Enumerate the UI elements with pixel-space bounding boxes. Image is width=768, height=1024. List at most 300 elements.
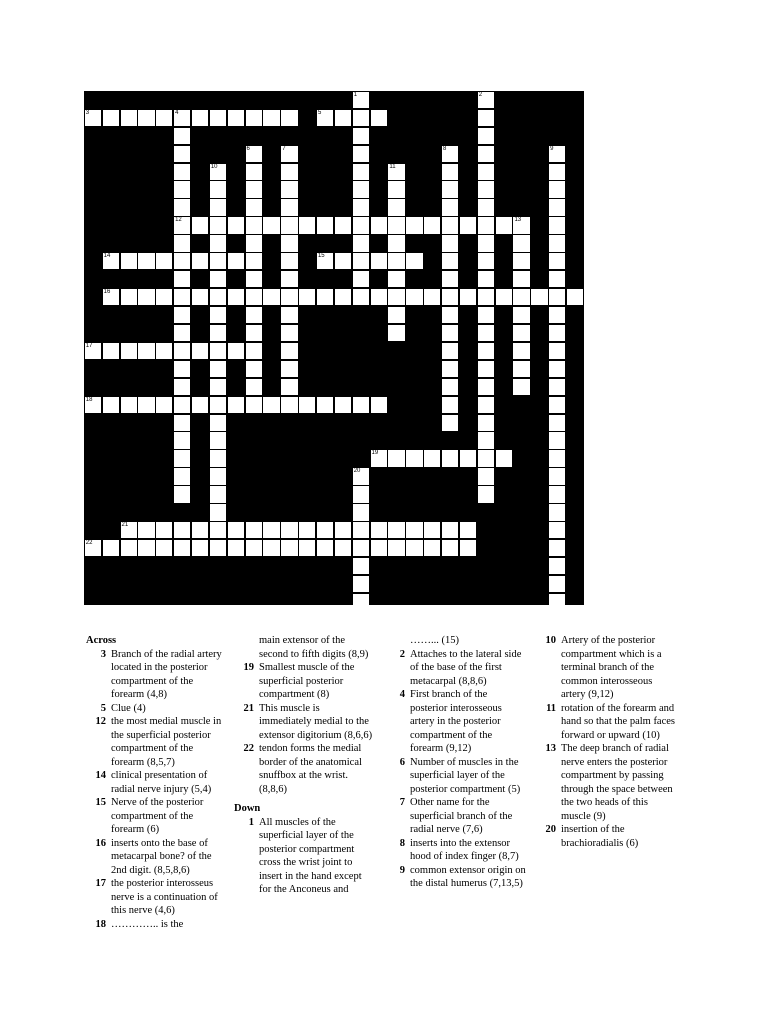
grid-cell[interactable] <box>388 164 404 180</box>
grid-cell[interactable] <box>549 504 565 520</box>
grid-cell[interactable] <box>406 450 422 466</box>
grid-cell[interactable] <box>246 217 262 233</box>
grid-cell[interactable] <box>156 343 172 359</box>
grid-cell[interactable] <box>513 325 529 341</box>
grid-cell[interactable] <box>513 379 529 395</box>
grid-cell[interactable] <box>228 217 244 233</box>
grid-cell[interactable] <box>460 217 476 233</box>
grid-cell[interactable] <box>335 522 351 538</box>
grid-cell[interactable] <box>478 128 494 144</box>
grid-cell[interactable] <box>156 289 172 305</box>
grid-cell[interactable] <box>353 522 369 538</box>
grid-cell[interactable] <box>246 397 262 413</box>
clue-number: 3 <box>100 648 106 660</box>
grid-cell[interactable] <box>478 432 494 448</box>
grid-cell[interactable] <box>317 522 333 538</box>
grid-cell[interactable] <box>210 522 226 538</box>
grid-cell[interactable] <box>371 522 387 538</box>
grid-cell[interactable] <box>371 397 387 413</box>
grid-cell[interactable] <box>281 110 297 126</box>
grid-cell[interactable] <box>335 289 351 305</box>
grid-cell[interactable] <box>210 199 226 215</box>
grid-cell[interactable] <box>460 540 476 556</box>
grid-cell[interactable] <box>442 289 458 305</box>
grid-cell[interactable] <box>442 540 458 556</box>
grid-cell[interactable] <box>442 217 458 233</box>
grid-cell[interactable] <box>442 253 458 269</box>
grid-cell[interactable] <box>549 164 565 180</box>
grid-cell[interactable] <box>85 397 101 413</box>
grid-cell[interactable] <box>210 325 226 341</box>
grid-cell[interactable] <box>121 540 137 556</box>
grid-cell[interactable] <box>353 594 369 610</box>
grid-cell[interactable] <box>174 271 190 287</box>
grid-cell[interactable] <box>228 540 244 556</box>
grid-cell[interactable] <box>281 289 297 305</box>
grid-cell[interactable] <box>478 450 494 466</box>
grid-cell[interactable] <box>424 522 440 538</box>
grid-cell[interactable] <box>549 576 565 592</box>
grid-cell[interactable] <box>353 271 369 287</box>
grid-cell[interactable] <box>513 307 529 323</box>
grid-cell[interactable] <box>192 289 208 305</box>
grid-cell[interactable] <box>210 110 226 126</box>
grid-cell[interactable] <box>549 199 565 215</box>
grid-cell[interactable] <box>246 253 262 269</box>
grid-cell[interactable] <box>228 110 244 126</box>
grid-cell[interactable] <box>353 540 369 556</box>
grid-cell[interactable] <box>85 110 101 126</box>
grid-cell[interactable] <box>388 253 404 269</box>
grid-cell[interactable] <box>299 397 315 413</box>
grid-cell[interactable] <box>478 468 494 484</box>
grid-cell[interactable] <box>442 343 458 359</box>
grid-cell[interactable] <box>317 540 333 556</box>
grid-cell[interactable] <box>246 271 262 287</box>
grid-cell[interactable] <box>156 397 172 413</box>
grid-cell[interactable] <box>210 432 226 448</box>
grid-cell[interactable] <box>192 540 208 556</box>
grid-cell[interactable] <box>174 397 190 413</box>
grid-cell[interactable] <box>513 361 529 377</box>
grid-cell[interactable] <box>174 415 190 431</box>
grid-cell[interactable] <box>478 379 494 395</box>
grid-cell[interactable] <box>371 540 387 556</box>
grid-cell[interactable] <box>478 199 494 215</box>
grid-cell[interactable] <box>442 325 458 341</box>
grid-cell[interactable] <box>442 361 458 377</box>
grid-cell[interactable] <box>85 540 101 556</box>
grid-cell[interactable] <box>210 164 226 180</box>
grid-cell[interactable] <box>513 343 529 359</box>
grid-cell[interactable] <box>371 110 387 126</box>
grid-cell[interactable] <box>317 289 333 305</box>
grid-cell[interactable] <box>174 522 190 538</box>
grid-cell[interactable] <box>246 181 262 197</box>
grid-cell[interactable] <box>478 92 494 108</box>
grid-cell[interactable] <box>388 235 404 251</box>
grid-cell[interactable] <box>281 397 297 413</box>
grid-cell[interactable] <box>246 343 262 359</box>
grid-cell[interactable] <box>263 289 279 305</box>
grid-cell[interactable] <box>174 253 190 269</box>
grid-cell[interactable] <box>406 217 422 233</box>
grid-cell[interactable] <box>478 235 494 251</box>
grid-cell[interactable] <box>549 594 565 610</box>
grid-cell[interactable] <box>353 164 369 180</box>
grid-cell[interactable] <box>246 522 262 538</box>
grid-cell[interactable] <box>549 253 565 269</box>
grid-cell[interactable] <box>353 128 369 144</box>
grid-cell[interactable] <box>460 450 476 466</box>
grid-cell[interactable] <box>192 343 208 359</box>
grid-cell[interactable] <box>121 397 137 413</box>
grid-cell[interactable] <box>299 289 315 305</box>
grid-cell[interactable] <box>210 415 226 431</box>
grid-cell[interactable] <box>138 522 154 538</box>
grid-cell[interactable] <box>478 361 494 377</box>
grid-cell[interactable] <box>174 468 190 484</box>
grid-cell[interactable] <box>174 217 190 233</box>
grid-cell[interactable] <box>210 307 226 323</box>
grid-cell[interactable] <box>353 504 369 520</box>
grid-cell[interactable] <box>460 522 476 538</box>
grid-cell[interactable] <box>174 199 190 215</box>
grid-cell[interactable] <box>210 379 226 395</box>
grid-cell[interactable] <box>424 540 440 556</box>
grid-cell[interactable] <box>210 181 226 197</box>
grid-cell[interactable] <box>478 181 494 197</box>
grid-cell[interactable] <box>263 522 279 538</box>
grid-cell[interactable] <box>228 397 244 413</box>
grid-cell[interactable] <box>281 253 297 269</box>
grid-cell[interactable] <box>281 217 297 233</box>
grid-cell[interactable] <box>210 397 226 413</box>
grid-cell[interactable] <box>174 181 190 197</box>
grid-cell[interactable] <box>281 235 297 251</box>
grid-cell[interactable] <box>388 289 404 305</box>
grid-cell[interactable] <box>513 253 529 269</box>
grid-cell[interactable] <box>442 415 458 431</box>
grid-cell[interactable] <box>228 253 244 269</box>
grid-cell[interactable] <box>281 522 297 538</box>
grid-cell[interactable] <box>496 450 512 466</box>
grid-cell[interactable] <box>496 217 512 233</box>
grid-cell[interactable] <box>121 522 137 538</box>
grid-cell[interactable] <box>478 486 494 502</box>
grid-cell[interactable] <box>228 343 244 359</box>
grid-cell[interactable] <box>371 253 387 269</box>
grid-cell[interactable] <box>103 110 119 126</box>
grid-cell[interactable] <box>138 110 154 126</box>
grid-cell[interactable] <box>353 253 369 269</box>
grid-cell[interactable] <box>513 289 529 305</box>
grid-cell[interactable] <box>442 397 458 413</box>
grid-cell[interactable] <box>192 522 208 538</box>
grid-cell[interactable] <box>549 325 565 341</box>
grid-cell[interactable] <box>371 289 387 305</box>
grid-cell[interactable] <box>192 397 208 413</box>
grid-cell[interactable] <box>549 235 565 251</box>
grid-cell[interactable] <box>388 199 404 215</box>
grid-cell[interactable] <box>317 397 333 413</box>
grid-cell[interactable] <box>478 271 494 287</box>
grid-cell[interactable] <box>424 450 440 466</box>
grid-cell[interactable] <box>478 307 494 323</box>
grid-cell[interactable] <box>353 146 369 162</box>
grid-cell[interactable] <box>156 110 172 126</box>
grid-cell[interactable] <box>281 540 297 556</box>
grid-cell[interactable] <box>138 397 154 413</box>
grid-cell[interactable] <box>371 450 387 466</box>
grid-cell[interactable] <box>174 486 190 502</box>
grid-cell[interactable] <box>299 522 315 538</box>
grid-cell[interactable] <box>335 253 351 269</box>
grid-cell[interactable] <box>174 110 190 126</box>
grid-cell[interactable] <box>406 253 422 269</box>
grid-cell[interactable] <box>549 468 565 484</box>
grid-cell[interactable] <box>442 235 458 251</box>
clue-number: 20 <box>545 824 556 835</box>
grid-cell[interactable] <box>317 217 333 233</box>
grid-cell[interactable] <box>138 289 154 305</box>
grid-cell[interactable] <box>263 397 279 413</box>
grid-cell[interactable] <box>478 253 494 269</box>
grid-cell[interactable] <box>210 253 226 269</box>
grid-cell[interactable] <box>317 110 333 126</box>
grid-cell[interactable] <box>442 307 458 323</box>
grid-cell[interactable] <box>549 450 565 466</box>
grid-cell[interactable] <box>478 397 494 413</box>
grid-cell[interactable] <box>246 164 262 180</box>
grid-cell[interactable] <box>281 271 297 287</box>
grid-cell[interactable] <box>388 271 404 287</box>
grid-cell[interactable] <box>263 540 279 556</box>
grid-cell[interactable] <box>513 271 529 287</box>
grid-cell[interactable] <box>424 289 440 305</box>
grid-cell[interactable] <box>246 110 262 126</box>
grid-cell[interactable] <box>478 110 494 126</box>
grid-cell[interactable] <box>228 289 244 305</box>
grid-cell[interactable] <box>549 486 565 502</box>
grid-cell[interactable] <box>174 540 190 556</box>
clue-number: 17 <box>95 878 106 889</box>
clue-item <box>385 837 527 864</box>
grid-cell[interactable] <box>121 289 137 305</box>
grid-cell[interactable] <box>531 289 547 305</box>
grid-cell[interactable] <box>85 343 101 359</box>
grid-cell[interactable] <box>281 307 297 323</box>
grid-cell[interactable] <box>174 432 190 448</box>
grid-cell[interactable] <box>156 253 172 269</box>
grid-cell[interactable] <box>406 289 422 305</box>
grid-cell[interactable] <box>353 110 369 126</box>
grid-cell[interactable] <box>388 522 404 538</box>
grid-cell[interactable] <box>246 361 262 377</box>
grid-cell[interactable] <box>174 343 190 359</box>
grid-cell[interactable] <box>549 558 565 574</box>
grid-cell[interactable] <box>442 199 458 215</box>
grid-cell[interactable] <box>353 235 369 251</box>
grid-cell[interactable] <box>174 379 190 395</box>
grid-cell[interactable] <box>335 540 351 556</box>
grid-cell[interactable] <box>210 486 226 502</box>
grid-cell[interactable] <box>246 540 262 556</box>
grid-cell[interactable] <box>192 217 208 233</box>
grid-cell[interactable] <box>406 540 422 556</box>
grid-cell[interactable] <box>299 540 315 556</box>
grid-cell[interactable] <box>424 217 440 233</box>
grid-cell[interactable] <box>353 397 369 413</box>
grid-cell[interactable] <box>496 289 512 305</box>
grid-cell[interactable] <box>549 217 565 233</box>
grid-cell[interactable] <box>442 181 458 197</box>
grid-cell[interactable] <box>174 450 190 466</box>
grid-cell[interactable] <box>210 450 226 466</box>
grid-cell[interactable] <box>263 110 279 126</box>
grid-cell[interactable] <box>549 415 565 431</box>
grid-cell[interactable] <box>353 289 369 305</box>
grid-cell[interactable] <box>406 522 422 538</box>
grid-cell[interactable] <box>281 361 297 377</box>
grid-cell[interactable] <box>246 146 262 162</box>
grid-cell[interactable] <box>442 271 458 287</box>
grid-cell[interactable] <box>210 468 226 484</box>
grid-cell[interactable] <box>478 164 494 180</box>
grid-cell[interactable] <box>513 217 529 233</box>
grid-cell[interactable] <box>103 343 119 359</box>
grid-cell[interactable] <box>335 110 351 126</box>
grid-cell[interactable] <box>478 289 494 305</box>
grid-cell[interactable] <box>210 343 226 359</box>
grid-cell[interactable] <box>174 361 190 377</box>
grid-cell[interactable] <box>353 199 369 215</box>
grid-cell[interactable] <box>549 540 565 556</box>
grid-cell[interactable] <box>174 128 190 144</box>
grid-cell[interactable] <box>103 253 119 269</box>
grid-cell[interactable] <box>210 235 226 251</box>
grid-cell[interactable] <box>335 217 351 233</box>
grid-cell[interactable] <box>549 432 565 448</box>
grid-cell[interactable] <box>281 164 297 180</box>
grid-cell[interactable] <box>174 307 190 323</box>
grid-cell[interactable] <box>478 217 494 233</box>
grid-cell[interactable] <box>210 504 226 520</box>
grid-cell[interactable] <box>567 289 583 305</box>
grid-cell[interactable] <box>103 397 119 413</box>
grid-cell[interactable] <box>353 486 369 502</box>
grid-cell[interactable] <box>478 415 494 431</box>
grid-cell[interactable] <box>388 540 404 556</box>
grid-cell[interactable] <box>103 540 119 556</box>
grid-cell[interactable] <box>549 271 565 287</box>
grid-cell[interactable] <box>174 289 190 305</box>
grid-cell[interactable] <box>174 325 190 341</box>
grid-cell[interactable] <box>281 199 297 215</box>
grid-cell[interactable] <box>121 253 137 269</box>
grid-cell[interactable] <box>478 325 494 341</box>
grid-cell[interactable] <box>317 253 333 269</box>
grid-cell[interactable] <box>353 576 369 592</box>
grid-cell[interactable] <box>138 253 154 269</box>
grid-cell[interactable] <box>246 235 262 251</box>
grid-cell[interactable] <box>138 343 154 359</box>
grid-cell[interactable] <box>174 164 190 180</box>
grid-cell[interactable] <box>174 235 190 251</box>
grid-cell[interactable] <box>121 343 137 359</box>
grid-cell[interactable] <box>549 397 565 413</box>
grid-cell[interactable] <box>228 522 244 538</box>
grid-cell[interactable] <box>156 522 172 538</box>
grid-cell[interactable] <box>210 289 226 305</box>
grid-cell[interactable] <box>281 379 297 395</box>
grid-cell[interactable] <box>513 235 529 251</box>
grid-cell[interactable] <box>246 199 262 215</box>
grid-cell[interactable] <box>549 146 565 162</box>
grid-cell[interactable] <box>478 343 494 359</box>
grid-cell[interactable] <box>353 558 369 574</box>
grid-cell[interactable] <box>281 343 297 359</box>
grid-cell[interactable] <box>353 92 369 108</box>
grid-cell[interactable] <box>103 289 119 305</box>
grid-cell[interactable] <box>210 271 226 287</box>
grid-cell[interactable] <box>246 379 262 395</box>
grid-cell[interactable] <box>138 540 154 556</box>
grid-cell[interactable] <box>210 540 226 556</box>
grid-cell[interactable] <box>192 110 208 126</box>
grid-cell[interactable] <box>442 450 458 466</box>
grid-cell[interactable] <box>460 289 476 305</box>
grid-cell[interactable] <box>442 379 458 395</box>
grid-cell[interactable] <box>281 146 297 162</box>
grid-cell[interactable] <box>246 289 262 305</box>
grid-cell[interactable] <box>371 217 387 233</box>
grid-cell[interactable] <box>388 307 404 323</box>
grid-cell[interactable] <box>549 379 565 395</box>
grid-cell[interactable] <box>549 289 565 305</box>
grid-cell[interactable] <box>192 253 208 269</box>
grid-cell[interactable] <box>210 361 226 377</box>
grid-cell[interactable] <box>353 217 369 233</box>
grid-cell[interactable] <box>281 325 297 341</box>
grid-cell[interactable] <box>335 397 351 413</box>
grid-cell[interactable] <box>281 181 297 197</box>
grid-cell[interactable] <box>353 468 369 484</box>
grid-cell[interactable] <box>442 522 458 538</box>
grid-cell[interactable] <box>478 146 494 162</box>
grid-cell[interactable] <box>246 307 262 323</box>
grid-cell[interactable] <box>442 164 458 180</box>
grid-cell[interactable] <box>549 522 565 538</box>
grid-cell[interactable] <box>263 217 279 233</box>
grid-cell[interactable] <box>388 181 404 197</box>
grid-cell[interactable] <box>121 110 137 126</box>
grid-cell[interactable] <box>174 146 190 162</box>
grid-cell[interactable] <box>549 361 565 377</box>
grid-cell[interactable] <box>388 217 404 233</box>
grid-cell[interactable] <box>299 217 315 233</box>
grid-cell[interactable] <box>442 146 458 162</box>
grid-cell[interactable] <box>353 181 369 197</box>
grid-cell[interactable] <box>388 450 404 466</box>
grid-cell[interactable] <box>156 540 172 556</box>
grid-cell[interactable] <box>210 217 226 233</box>
grid-cell[interactable] <box>549 307 565 323</box>
grid-cell[interactable] <box>549 343 565 359</box>
grid-cell[interactable] <box>388 325 404 341</box>
grid-cell[interactable] <box>246 325 262 341</box>
grid-cell[interactable] <box>549 181 565 197</box>
